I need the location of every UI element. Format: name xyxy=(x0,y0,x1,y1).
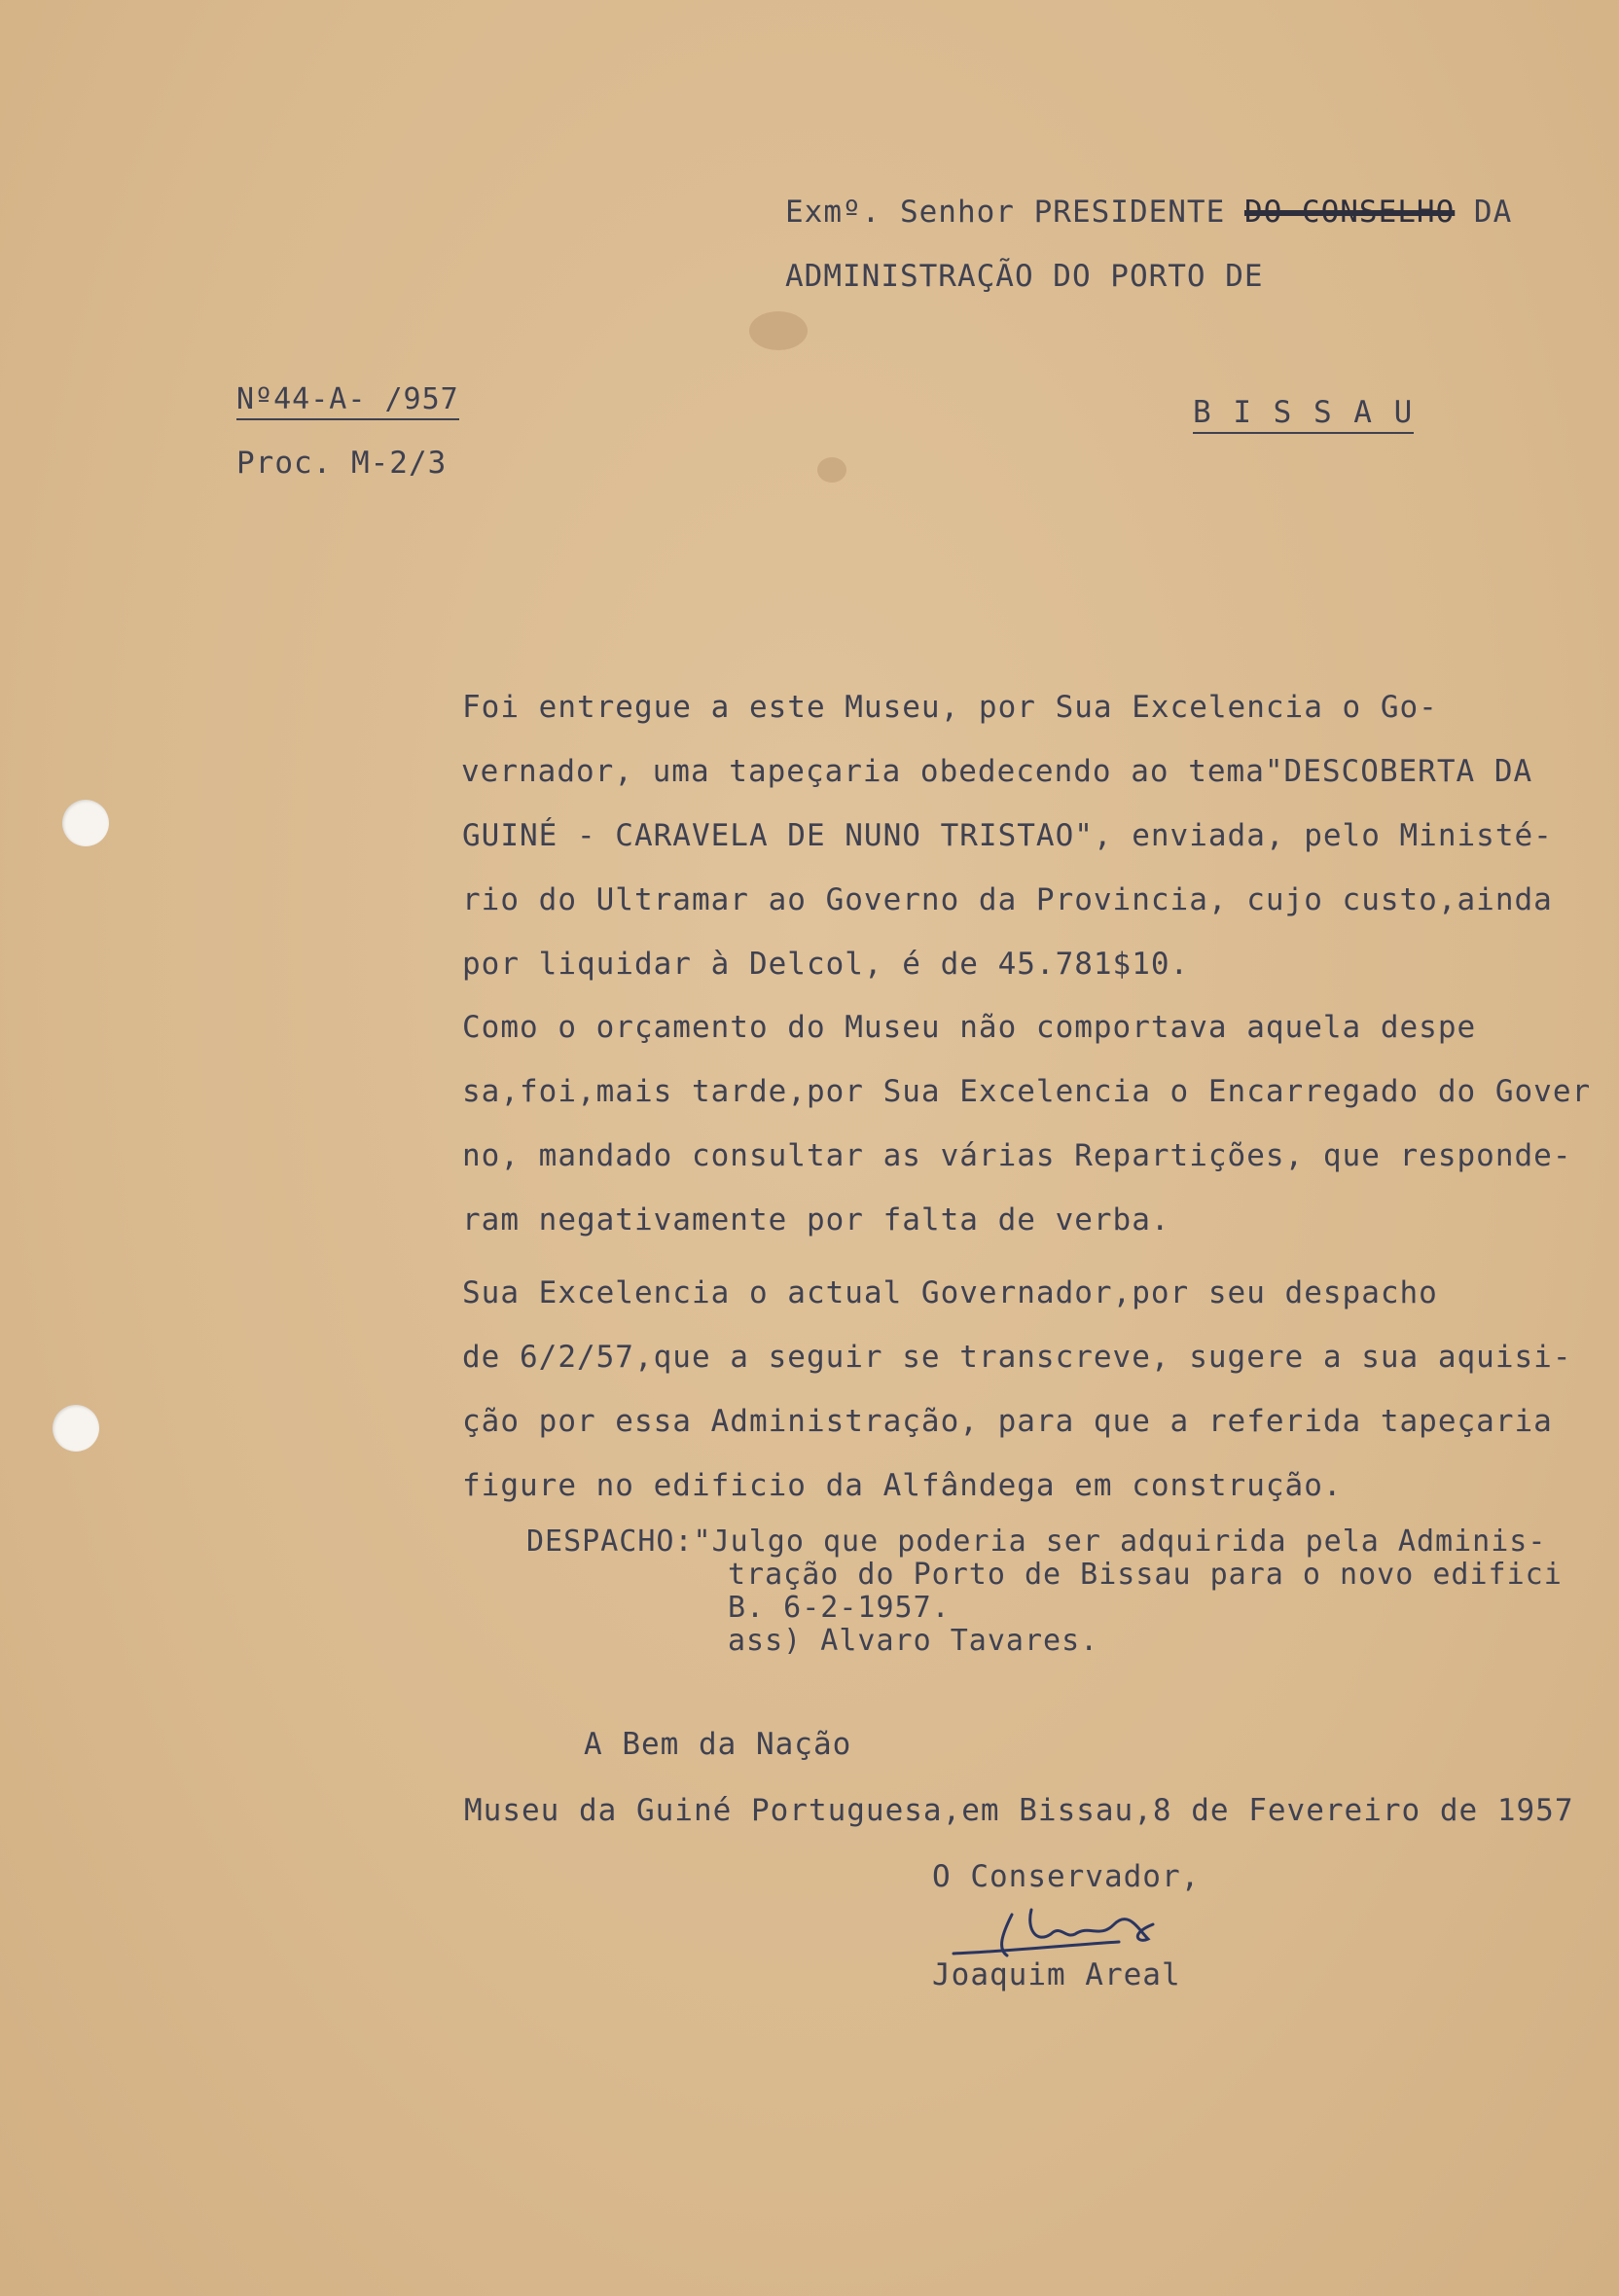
text-line: ção por essa Administração, para que a referida tapeçaria xyxy=(462,1404,1553,1439)
text-line: sa,foi,mais tarde,por Sua Excelencia o Encarregado do Gover xyxy=(462,1074,1592,1109)
punch-hole-top xyxy=(62,800,109,846)
paper-stain xyxy=(817,457,846,483)
paragraph-3 xyxy=(462,1261,1572,1518)
signatory-name: Joaquim Areal xyxy=(932,1957,1181,1992)
text-line: Sua Excelencia o actual Governador,por seu despacho xyxy=(462,1275,1438,1310)
despacho-quote xyxy=(526,1525,1563,1658)
closing-motto: A Bem da Nação xyxy=(584,1727,852,1762)
struck-out-word: DO CONSELHO xyxy=(1243,195,1456,230)
text-line: de 6/2/57,que a seguir se transcreve, sugere a sua aquisi- xyxy=(462,1340,1572,1375)
addressee-prefix: Exmº. Senhor PRESIDENTE xyxy=(785,195,1226,230)
addressee-line-2: ADMINISTRAÇÃO DO PORTO DE xyxy=(785,259,1264,294)
text-line: por liquidar à Delcol, é de 45.781$10. xyxy=(462,947,1190,982)
process-number: Proc. M-2/3 xyxy=(236,446,448,481)
text-line: figure no edificio da Alfândega em construção. xyxy=(462,1468,1343,1503)
addressee-suffix: DA xyxy=(1473,195,1513,230)
text-line: vernador, uma tapeçaria obedecendo ao tema"DESCOBERTA DA xyxy=(461,754,1533,789)
text-line: Foi entregue a este Museu, por Sua Excelencia o Go- xyxy=(462,690,1438,725)
text-line: ram negativamente por falta de verba. xyxy=(462,1202,1170,1238)
text-line: rio do Ultramar ao Governo da Provincia, cujo custo,ainda xyxy=(462,882,1553,917)
paragraph-1 xyxy=(462,675,1553,996)
text-line: Como o orçamento do Museu não comportava aquela despe xyxy=(462,1010,1477,1045)
paragraph-2 xyxy=(462,995,1591,1252)
signatory-role: O Conservador, xyxy=(932,1859,1201,1894)
punch-hole-bottom xyxy=(53,1405,99,1452)
despacho-line: tração do Porto de Bissau para o novo edifici xyxy=(728,1558,1563,1592)
despacho-line: ass) Alvaro Tavares. xyxy=(728,1624,1099,1658)
place-and-date: Museu da Guiné Portuguesa,em Bissau,8 de Fevereiro de 1957 xyxy=(464,1793,1574,1828)
addressee-line-1 xyxy=(785,195,1512,230)
city-name: B I S S A U xyxy=(1193,395,1414,434)
text-line: no, mandado consultar as várias Repartições, que responde- xyxy=(462,1138,1572,1173)
despacho-line: B. 6-2-1957. xyxy=(728,1591,951,1625)
paper-stain xyxy=(749,311,808,350)
reference-number: Nº44-A- /957 xyxy=(236,382,459,420)
text-line: GUINÉ - CARAVELA DE NUNO TRISTAO", enviada, pelo Ministé- xyxy=(462,818,1553,853)
despacho-line: DESPACHO:"Julgo que poderia ser adquirida pela Adminis- xyxy=(526,1525,1547,1559)
